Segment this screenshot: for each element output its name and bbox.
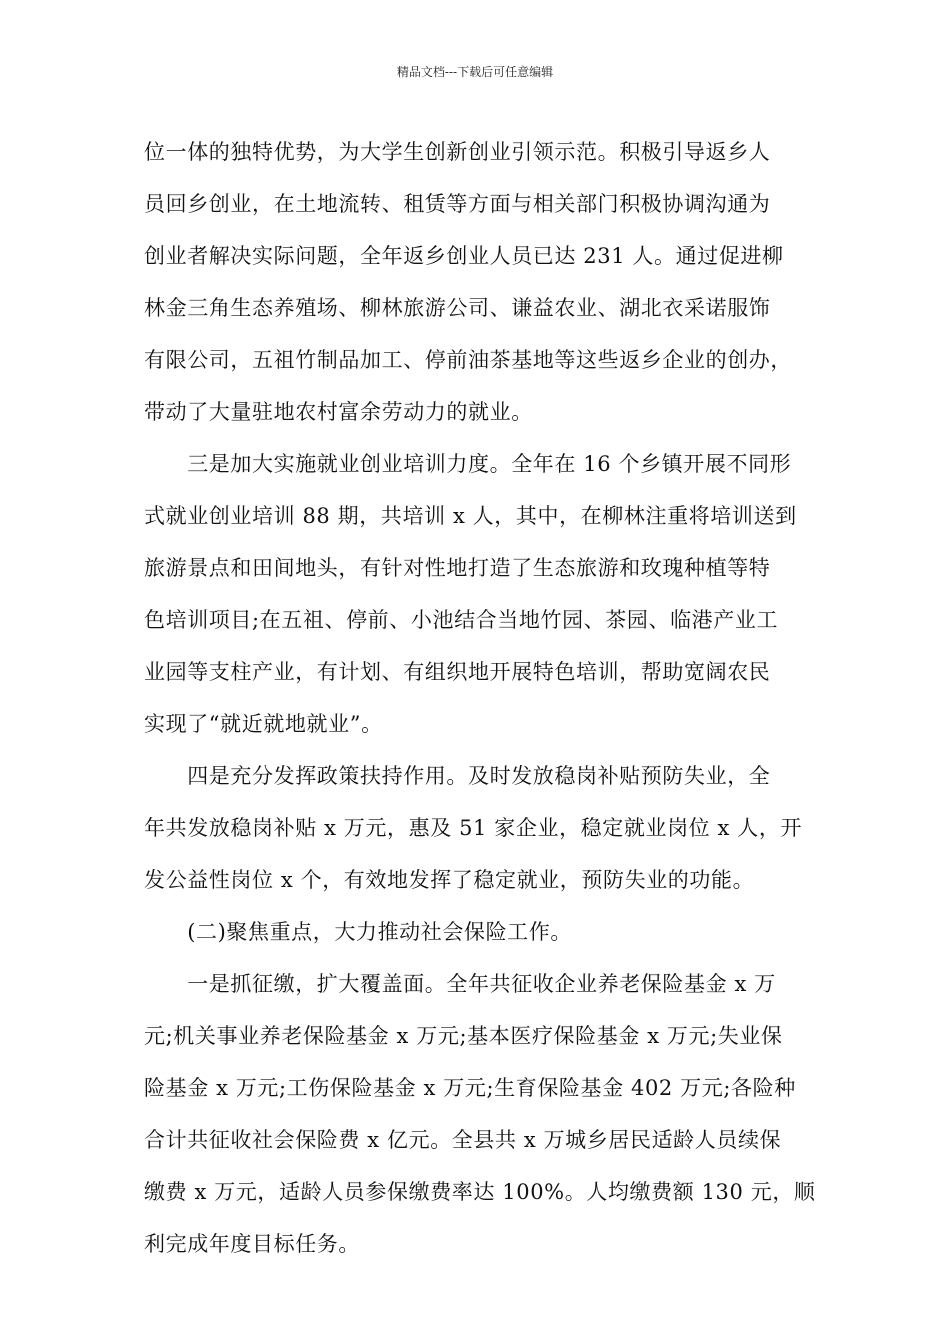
text-line: 年共发放稳岗补贴 x 万元，惠及 51 家企业，稳定就业岗位 x 人，开 (144, 816, 803, 840)
text-line: 元;机关事业养老保险基金 x 万元;基本医疗保险基金 x 万元;失业保 (144, 1024, 783, 1048)
text-line: 员回乡创业，在土地流转、租赁等方面与相关部门积极协调沟通为 (144, 192, 771, 216)
text-line: 合计共征收社会保险费 x 亿元。全县共 x 万城乡居民适龄人员续保 (144, 1128, 782, 1152)
text-line: 式就业创业培训 88 期，共培训 x 人，其中，在柳林注重将培训送到 (144, 504, 797, 528)
text-line: (二)聚焦重点，大力推动社会保险工作。 (144, 920, 572, 944)
text-line: 发公益性岗位 x 个，有效地发挥了稳定就业，预防失业的功能。 (144, 868, 755, 892)
text-line: 三是加大实施就业创业培训力度。全年在 16 个乡镇开展不同形 (144, 452, 792, 476)
text-line: 一是抓征缴，扩大覆盖面。全年共征收企业养老保险基金 x 万 (144, 972, 776, 996)
text-line: 创业者解决实际问题，全年返乡创业人员已达 231 人。通过促进柳 (144, 244, 784, 268)
text-line: 旅游景点和田间地头，有针对性地打造了生态旅游和玫瑰种植等特 (144, 556, 771, 580)
text-line: 位一体的独特优势，为大学生创新创业引领示范。积极引导返乡人 (144, 140, 771, 164)
page-header: 精品文档---下载后可任意编辑 (396, 65, 554, 79)
text-line: 色培训项目;在五祖、停前、小池结合当地竹园、茶园、临港产业工 (144, 608, 779, 632)
text-line: 带动了大量驻地农村富余劳动力的就业。 (144, 400, 533, 424)
text-line: 利完成年度目标任务。 (144, 1232, 360, 1256)
text-line: 有限公司，五祖竹制品加工、停前油茶基地等这些返乡企业的创办， (144, 348, 792, 372)
text-line: 实现了“就近就地就业”。 (144, 712, 383, 736)
text-line: 林金三角生态养殖场、柳林旅游公司、谦益农业、湖北衣采诺服饰 (144, 296, 771, 320)
document-body (144, 126, 816, 1270)
text-line: 险基金 x 万元;工伤保险基金 x 万元;生育保险基金 402 万元;各险种 (144, 1076, 796, 1100)
text-line: 业园等支柱产业，有计划、有组织地开展特色培训，帮助宽阔农民 (144, 660, 771, 684)
text-line: 四是充分发挥政策扶持作用。及时发放稳岗补贴预防失业，全 (144, 764, 771, 788)
text-line: 缴费 x 万元，适龄人员参保缴费率达 100%。人均缴费额 130 元，顺 (144, 1180, 816, 1204)
